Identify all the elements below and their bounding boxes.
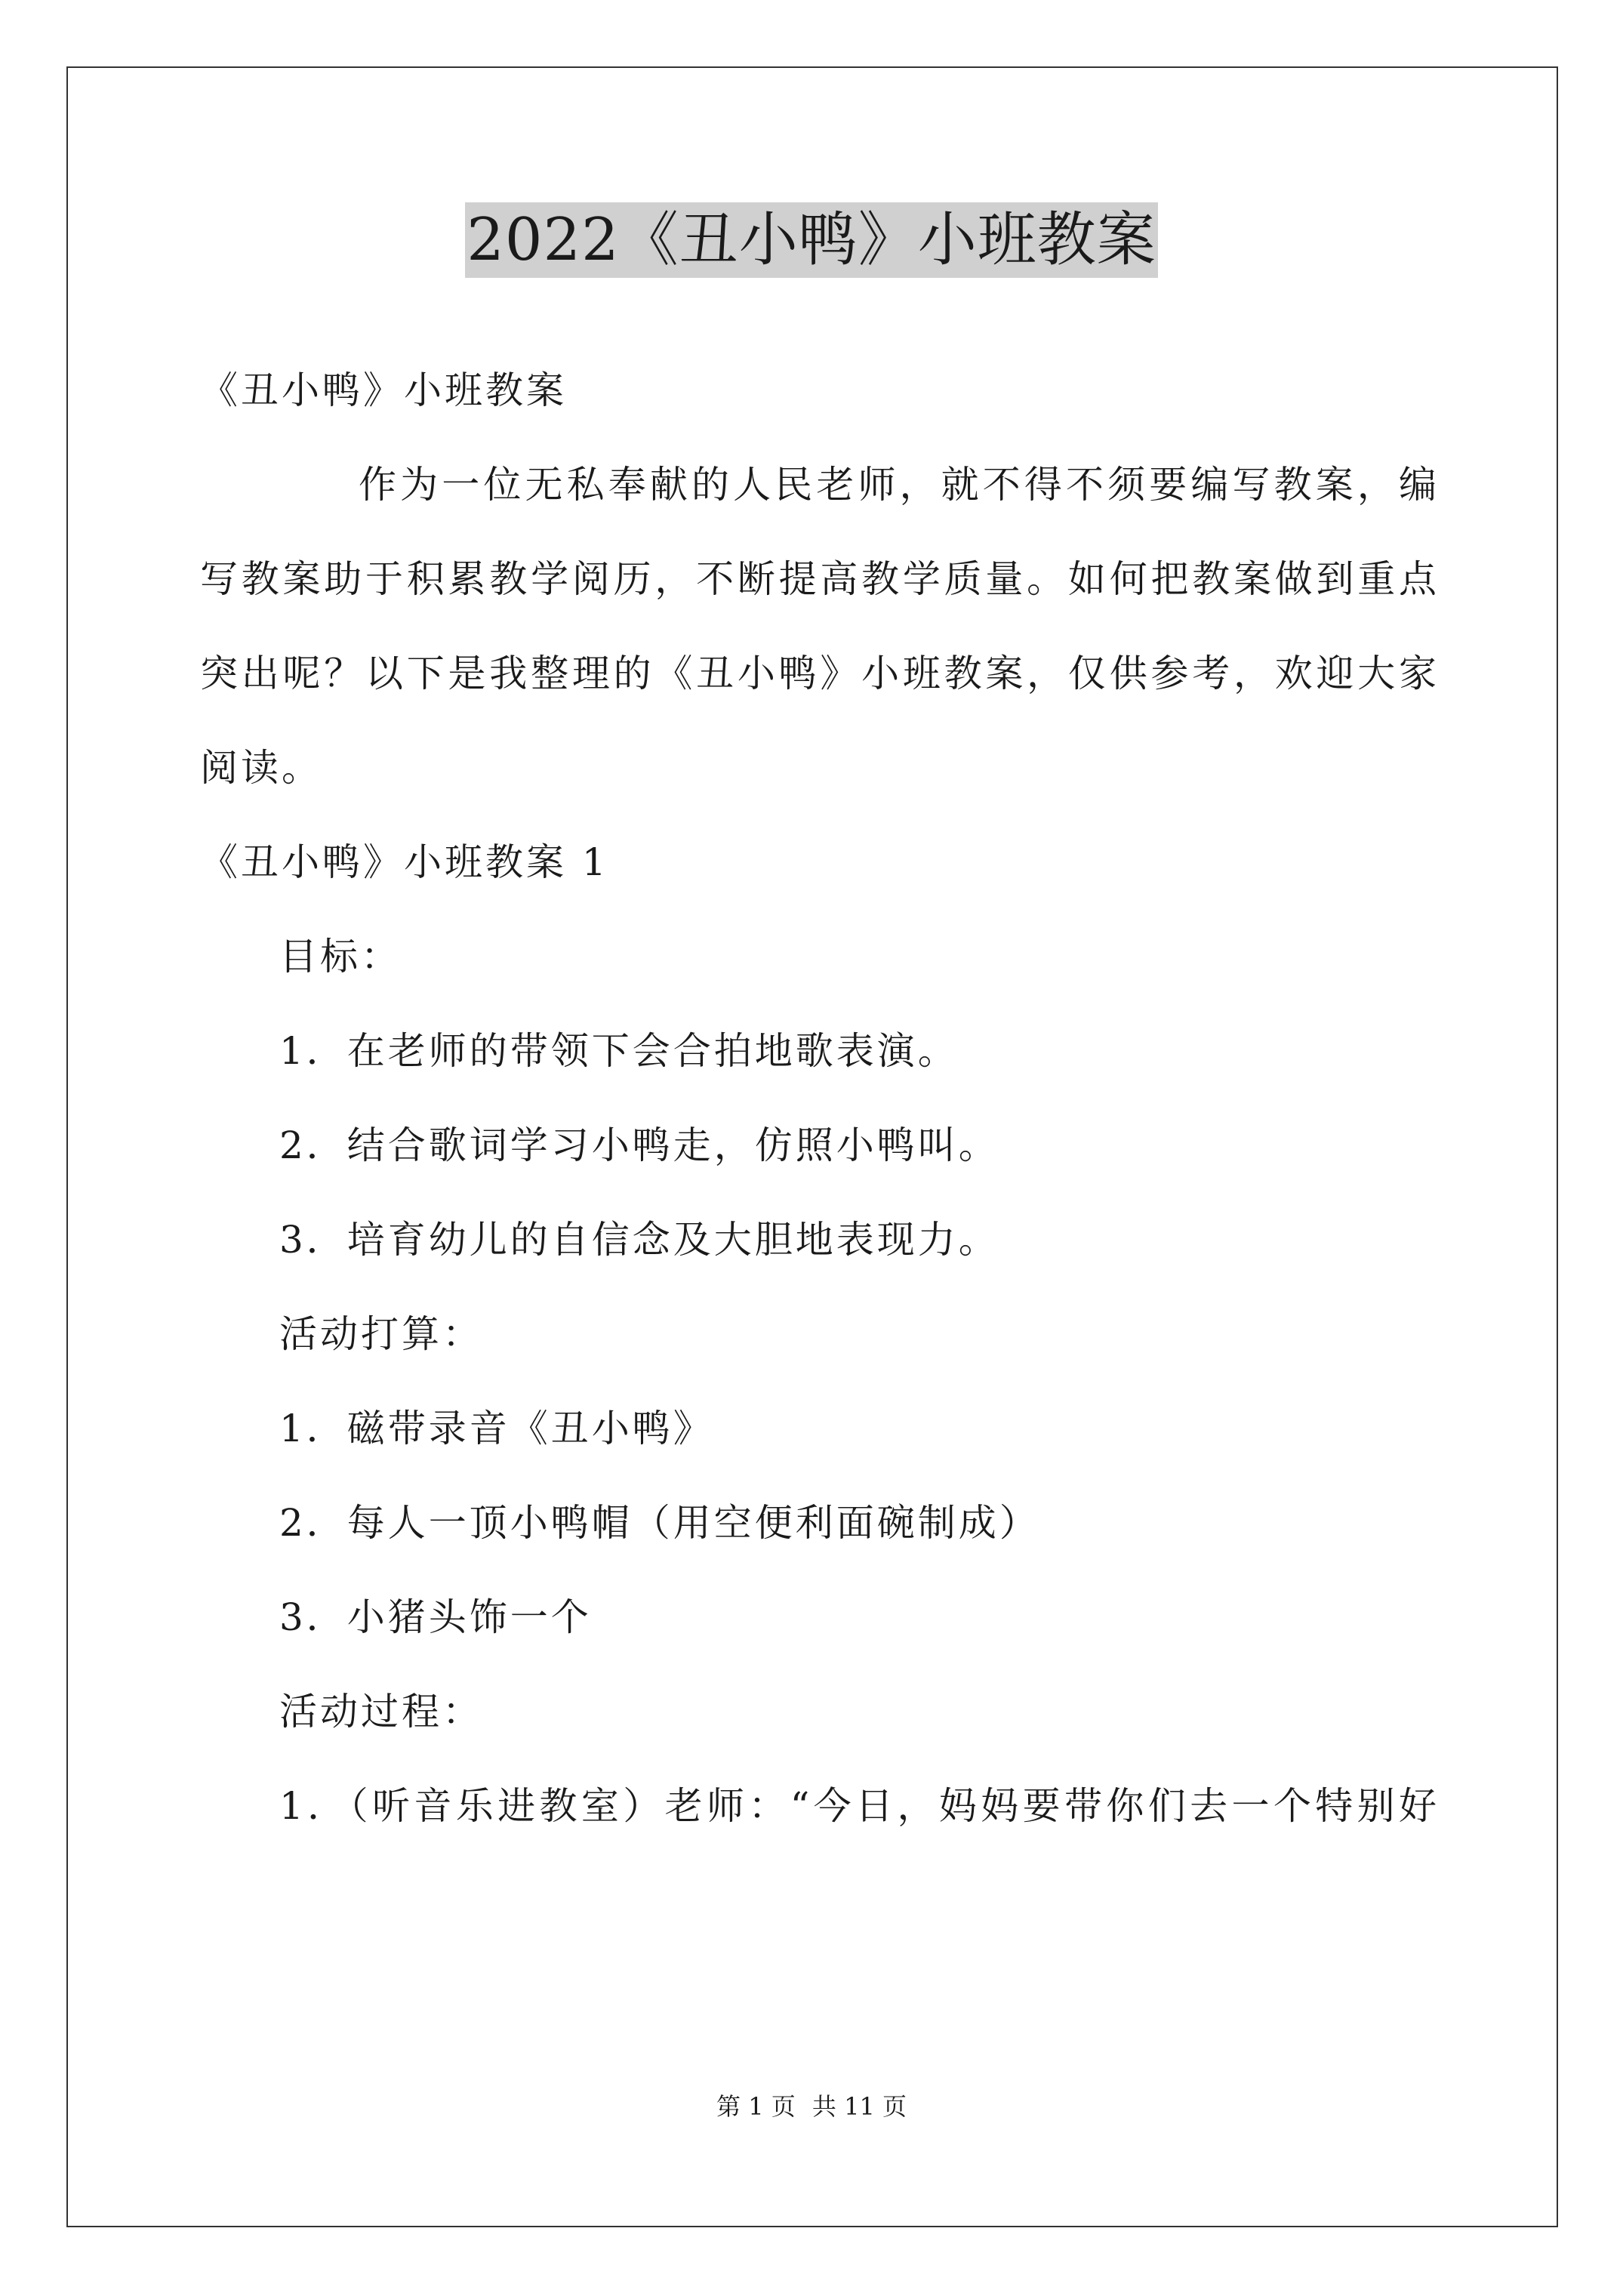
title-container xyxy=(0,202,1623,278)
list-item: 1．在老师的带领下会合拍地歌表演。 xyxy=(279,1029,959,1073)
subtitle: 《丑小鸭》小班教案 xyxy=(200,368,567,412)
list-item: 2．结合歌词学习小鸭走，仿照小鸭叫。 xyxy=(279,1123,999,1167)
goals-heading: 目标： xyxy=(279,935,402,978)
document-body xyxy=(200,344,1438,1854)
process-heading: 活动过程： xyxy=(279,1690,483,1734)
total-pages: 共 11 页 xyxy=(812,2092,907,2121)
list-item: 1．（听音乐进教室）老师：“今日，妈妈要带你们去一个特别好 xyxy=(279,1784,1438,1828)
paragraph-line: 作为一位无私奉献的人民老师，就不得不须要编写教案，编 xyxy=(359,463,1438,507)
preparation-heading: 活动打算： xyxy=(279,1312,483,1356)
document-title: 2022《丑小鸭》小班教案 xyxy=(465,202,1158,278)
section-heading: 《丑小鸭》小班教案 1 xyxy=(200,840,609,884)
paragraph-line: 突出呢？以下是我整理的《丑小鸭》小班教案，仅供参考，欢迎大家 xyxy=(200,652,1438,695)
page-number: 第 1 页 xyxy=(716,2092,796,2121)
list-item: 3．小猪头饰一个 xyxy=(279,1595,592,1639)
paragraph-line: 阅读。 xyxy=(200,746,322,790)
list-item: 2．每人一顶小鸭帽（用空便利面碗制成） xyxy=(279,1501,1040,1545)
paragraph-line: 写教案助于积累教学阅历，不断提高教学质量。如何把教案做到重点 xyxy=(200,557,1438,601)
page-footer xyxy=(0,2091,1623,2122)
list-item: 3．培育幼儿的自信念及大胆地表现力。 xyxy=(279,1218,999,1262)
list-item: 1．磁带录音《丑小鸭》 xyxy=(279,1407,714,1450)
